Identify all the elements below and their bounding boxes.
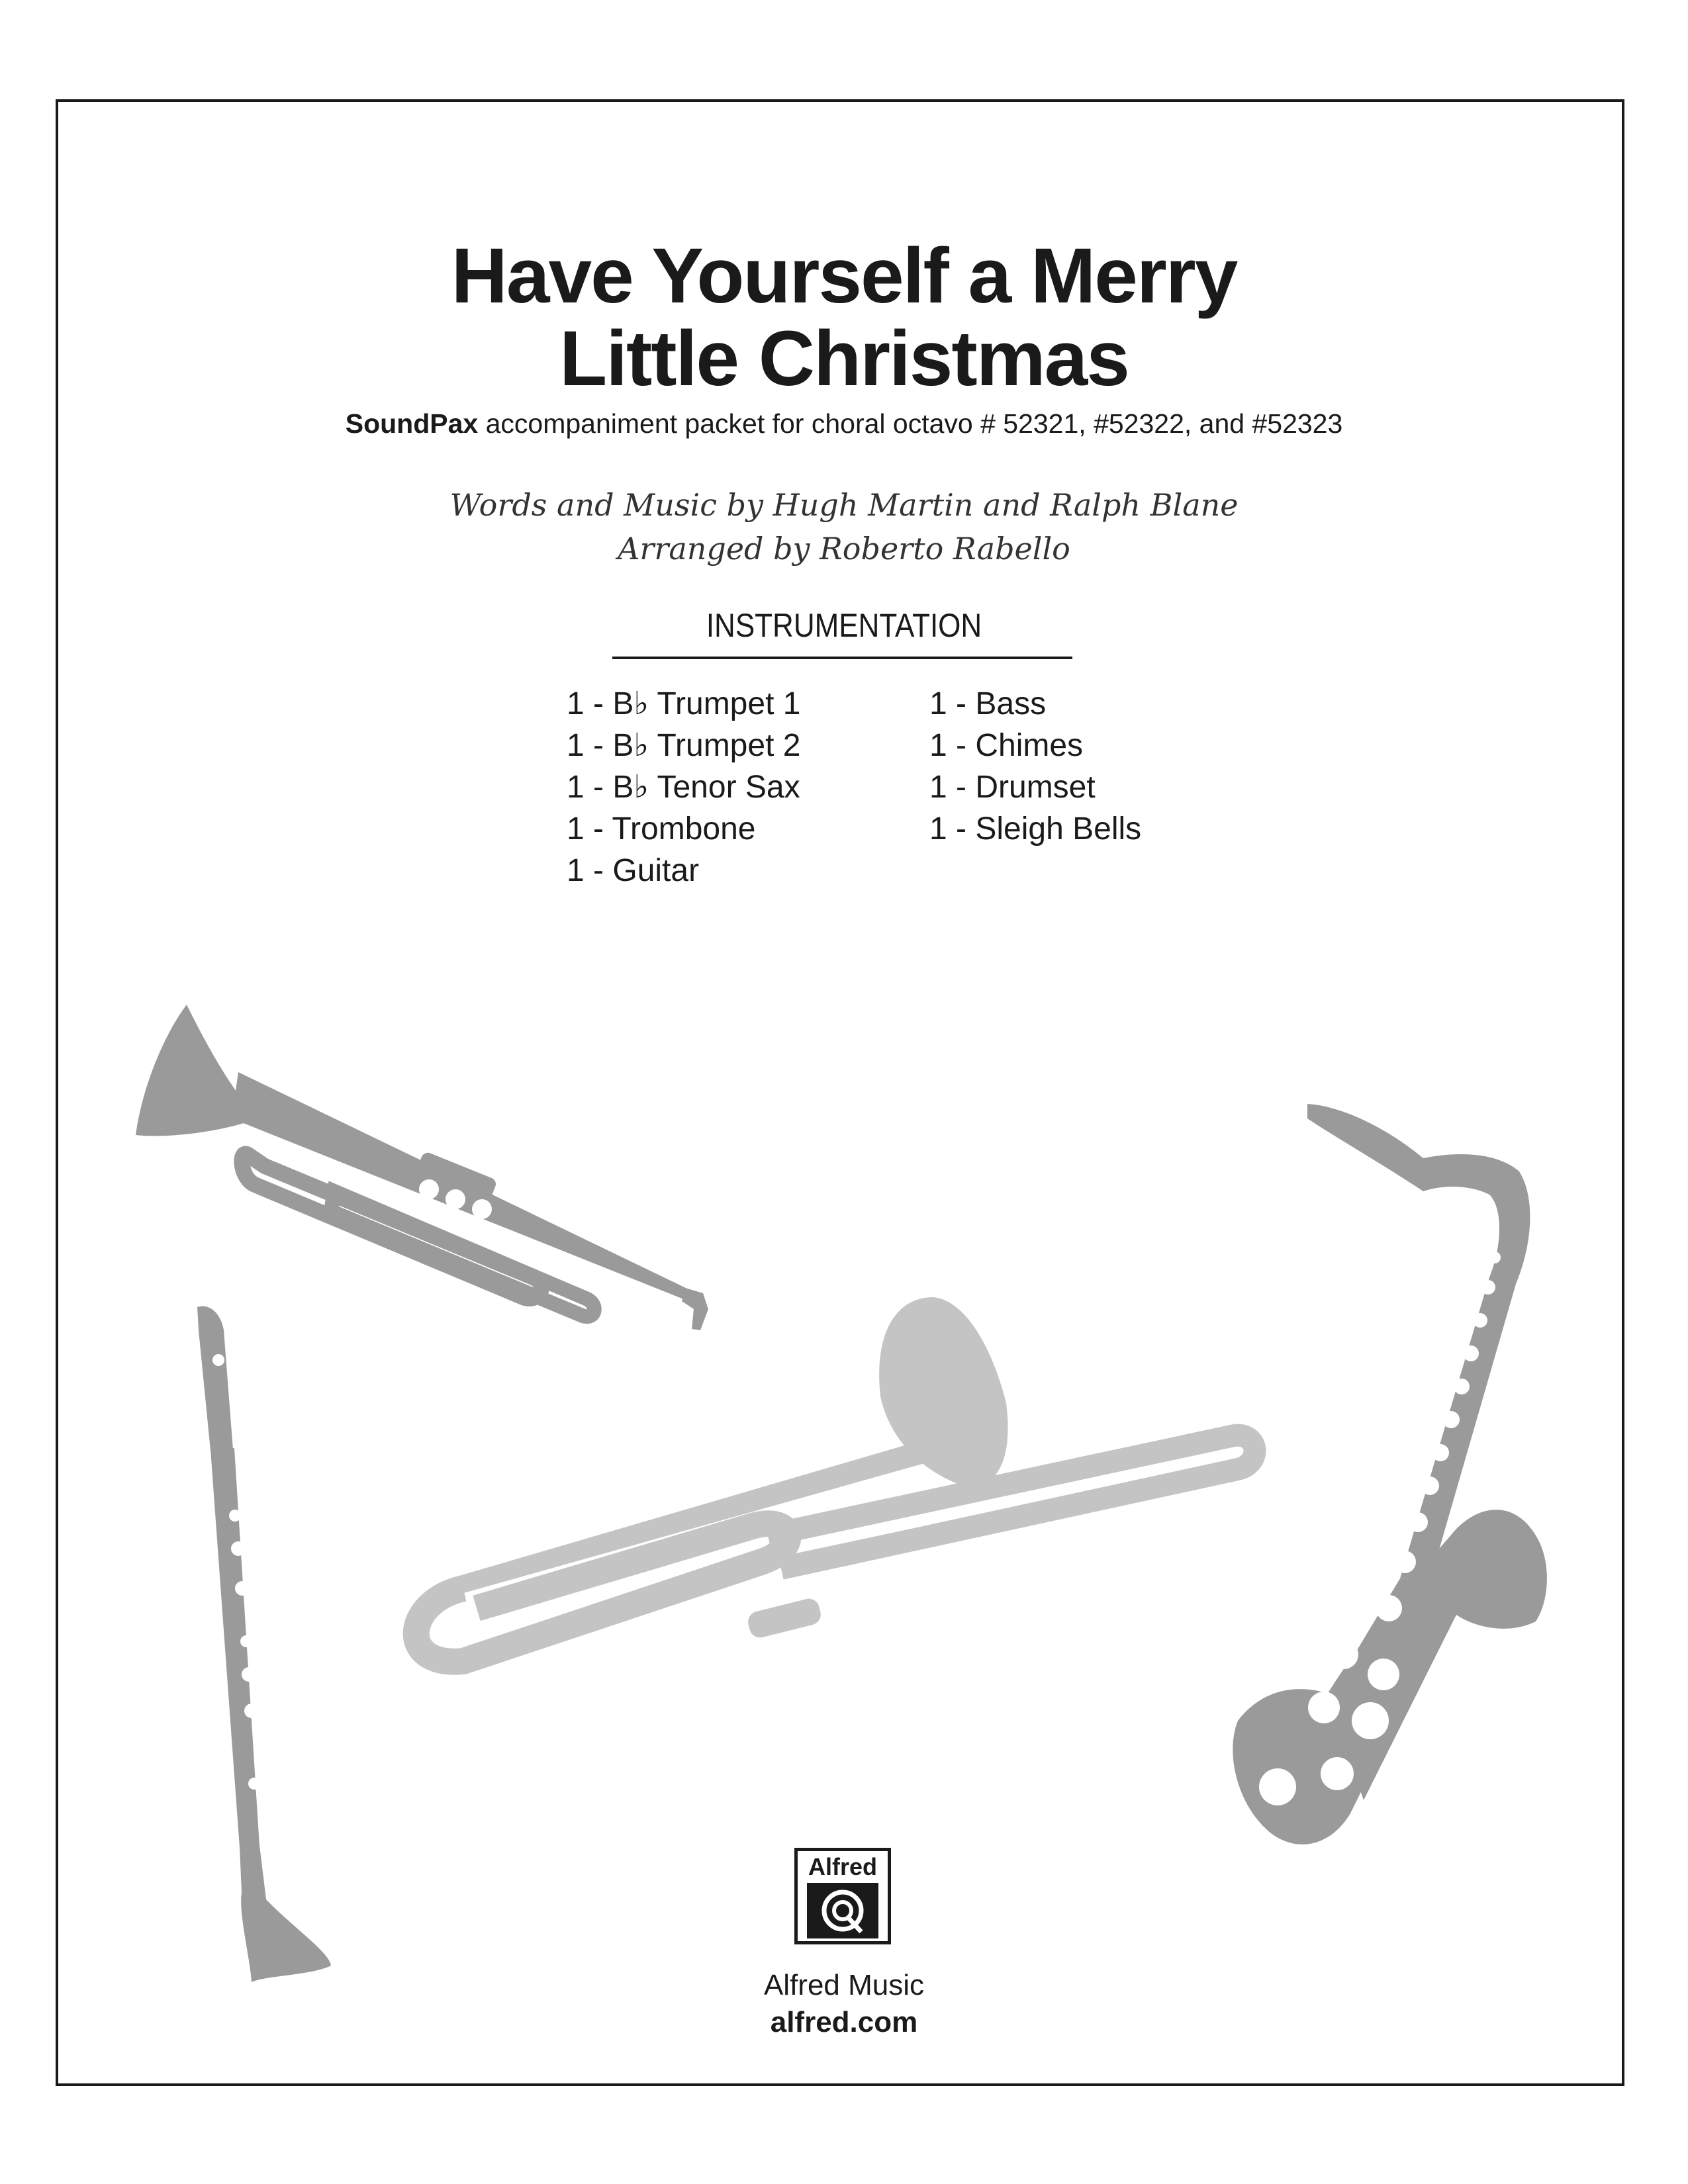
alfred-logo <box>794 1848 891 1944</box>
instrument-item: 1 - Sleigh Bells <box>929 811 1142 846</box>
publisher-url[interactable]: alfred.com <box>770 2006 918 2038</box>
publisher-name: Alfred Music <box>763 1969 925 2001</box>
credit-arranger: Arranged by Roberto Rabello <box>618 531 1070 567</box>
subtitle-text: accompaniment packet for choral octavo # 52321, #52322, and #52323 <box>478 408 1343 439</box>
instrument-item: 1 - Drumset <box>929 770 1096 805</box>
subtitle-brand: SoundPax <box>345 408 479 439</box>
clarinet-icon <box>197 1306 331 1982</box>
instrument-item: 1 - Chimes <box>929 728 1084 763</box>
logo-emblem-icon <box>807 1883 878 1938</box>
instrument-item: 1 - B♭ Trumpet 2 <box>567 728 801 763</box>
title-line-1: Have Yourself a Merry <box>451 232 1237 320</box>
saxophone-icon <box>1233 1104 1547 1844</box>
title-line-2: Little Christmas <box>559 315 1129 402</box>
credit-words-music: Words and Music by Hugh Martin and Ralph Blane <box>449 487 1239 523</box>
instrument-item: 1 - Guitar <box>567 853 700 888</box>
trumpet-icon <box>136 1005 708 1330</box>
instrument-item: 1 - Bass <box>929 686 1047 721</box>
logo-word: Alfred <box>808 1853 877 1880</box>
instrumentation-heading: INSTRUMENTATION <box>706 607 982 644</box>
instrument-item: 1 - B♭ Tenor Sax <box>567 770 800 805</box>
instrument-item: 1 - B♭ Trumpet 1 <box>567 686 801 721</box>
instrument-item: 1 - Trombone <box>567 811 756 846</box>
trombone-icon <box>416 1297 1255 1662</box>
